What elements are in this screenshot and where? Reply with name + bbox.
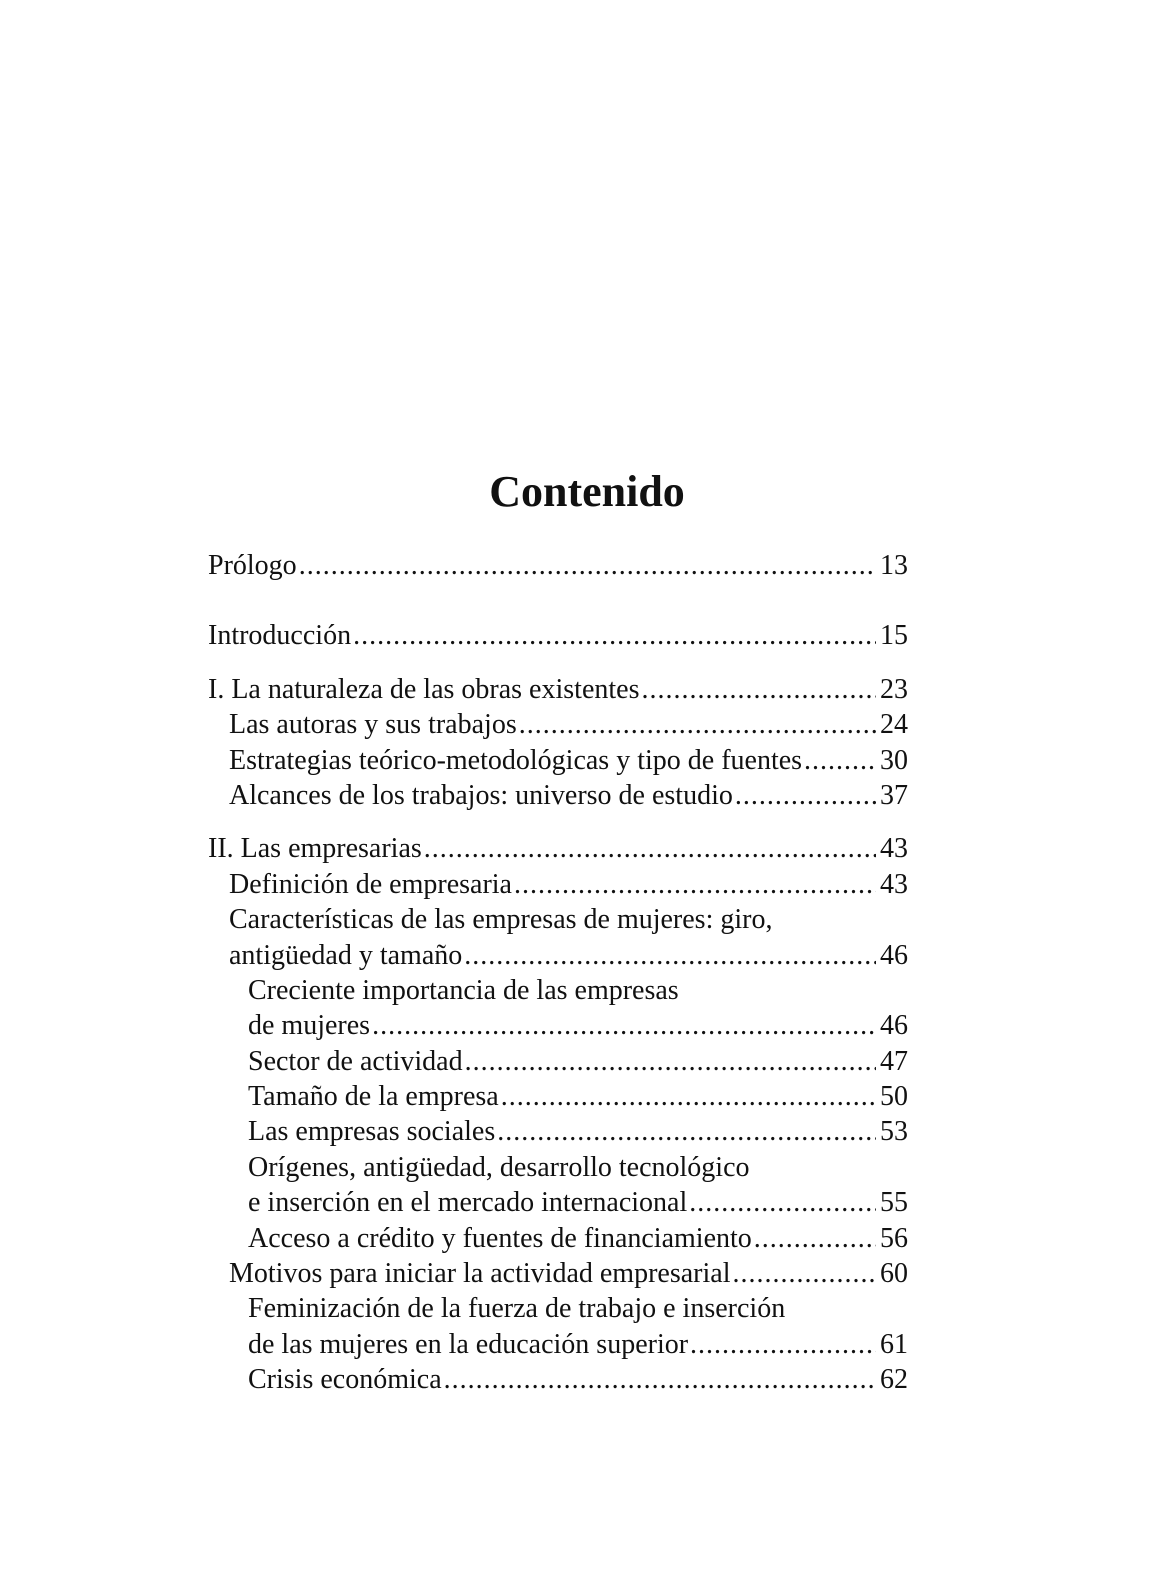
dot-leader <box>754 1221 876 1256</box>
toc-entry-title: Orígenes, antigüedad, desarrollo tecnológico <box>248 1151 750 1183</box>
toc-entry-title: Las empresas sociales <box>248 1116 496 1148</box>
toc-entry-title: Creciente importancia de las empresas <box>248 974 679 1006</box>
toc-entry <box>208 1114 908 1149</box>
toc-entry-title: Feminización de la fuerza de trabajo e inserción <box>248 1293 786 1325</box>
toc-entry-title: Las autoras y sus trabajos <box>229 709 517 741</box>
toc-entry-title: Motivos para iniciar la actividad empresarial <box>229 1258 731 1290</box>
toc-entry-title: Tamaño de la empresa <box>248 1081 499 1113</box>
toc-entry-title: Crisis económica <box>248 1364 442 1396</box>
dot-leader <box>464 938 876 973</box>
dot-leader <box>735 778 876 813</box>
toc-entry-title-continued: antigüedad y tamaño <box>229 939 463 971</box>
toc-entry-title-continued: de las mujeres en la educación superior <box>248 1328 689 1360</box>
dot-leader <box>519 707 876 742</box>
toc-entry-title: Alcances de los trabajos: universo de estudio <box>229 779 733 811</box>
toc-entry-first-line <box>208 1150 908 1185</box>
dot-leader <box>690 1327 876 1362</box>
toc-entry <box>208 1221 908 1256</box>
toc-entry <box>208 778 908 813</box>
toc-entry-title-continued: de mujeres <box>248 1010 371 1042</box>
toc-entry <box>208 743 908 778</box>
toc-entry-page: 46 <box>880 1010 908 1042</box>
toc-entry-page: 61 <box>880 1328 908 1360</box>
toc-entry-title: Introducción <box>208 620 352 652</box>
toc-entry <box>208 938 908 973</box>
dot-leader <box>372 1008 876 1043</box>
toc-entry-title: II. Las empresarias <box>208 833 422 865</box>
toc-entry-page: 24 <box>880 709 908 741</box>
dot-leader <box>501 1079 876 1114</box>
toc-entry-title-continued: e inserción en el mercado internacional <box>248 1187 688 1219</box>
table-of-contents <box>208 548 908 1398</box>
toc-entry-first-line <box>208 1291 908 1326</box>
toc-entry-first-line <box>208 973 908 1008</box>
toc-entry <box>208 1327 908 1362</box>
dot-leader <box>641 672 876 707</box>
toc-entry <box>208 867 908 902</box>
toc-entry <box>208 1362 908 1397</box>
toc-entry <box>208 1079 908 1114</box>
toc-entry <box>208 1256 908 1291</box>
toc-entry-title: Definición de empresaria <box>229 868 512 900</box>
dot-leader <box>424 831 876 866</box>
toc-entry-page: 55 <box>880 1187 908 1219</box>
toc-entry <box>208 1008 908 1043</box>
toc-entry-page: 23 <box>880 673 908 705</box>
toc-entry-page: 43 <box>880 868 908 900</box>
toc-entry-page: 43 <box>880 833 908 865</box>
toc-entry-page: 53 <box>880 1116 908 1148</box>
toc-entry <box>208 1185 908 1220</box>
toc-entry <box>208 618 908 653</box>
toc-entry-page: 50 <box>880 1081 908 1113</box>
toc-entry-first-line <box>208 902 908 937</box>
toc-entry-page: 46 <box>880 939 908 971</box>
toc-entry <box>208 1044 908 1079</box>
toc-entry-title: I. La naturaleza de las obras existentes <box>208 673 640 705</box>
toc-entry-page: 13 <box>880 550 908 581</box>
toc-entry-page: 56 <box>880 1222 908 1254</box>
toc-entry-title: Prólogo <box>208 550 297 581</box>
toc-entry-title: Acceso a crédito y fuentes de financiamiento <box>248 1222 752 1254</box>
toc-entry <box>208 831 908 866</box>
dot-leader <box>497 1114 876 1149</box>
toc-entry <box>208 672 908 707</box>
toc-entry-title: Estrategias teórico-metodológicas y tipo de fuentes <box>229 744 803 776</box>
dot-leader <box>514 867 876 902</box>
toc-entry-page: 15 <box>880 620 908 652</box>
dot-leader <box>465 1044 876 1079</box>
dot-leader <box>804 743 876 778</box>
dot-leader <box>689 1185 876 1220</box>
page-title: Contenido <box>489 467 685 516</box>
toc-entry <box>208 548 908 583</box>
dot-leader <box>444 1362 876 1397</box>
toc-entry-page: 62 <box>880 1364 908 1396</box>
toc-entry-title: Sector de actividad <box>248 1045 463 1077</box>
dot-leader <box>732 1256 876 1291</box>
dot-leader <box>353 618 876 653</box>
toc-entry-title: Características de las empresas de mujeres: giro, <box>229 904 773 936</box>
toc-entry-page: 37 <box>880 779 908 811</box>
toc-entry-page: 30 <box>880 744 908 776</box>
toc-entry <box>208 707 908 742</box>
toc-entry-page: 47 <box>880 1045 908 1077</box>
dot-leader <box>299 548 876 583</box>
toc-entry-page: 60 <box>880 1258 908 1290</box>
